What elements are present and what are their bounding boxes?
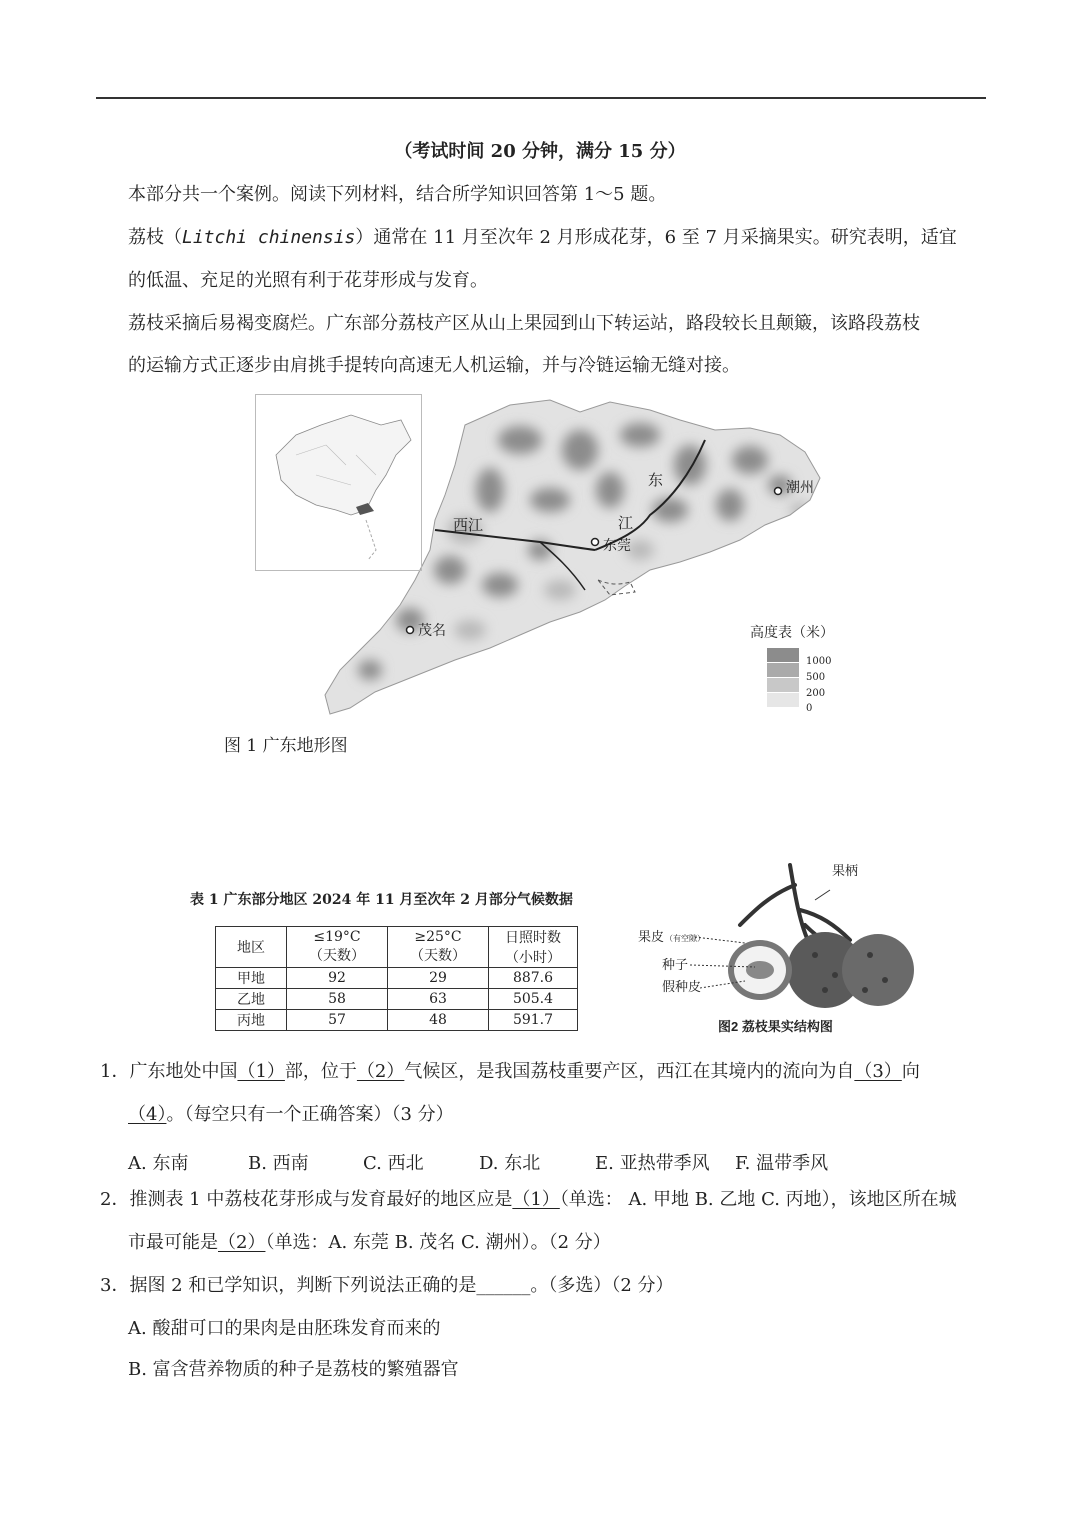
header-line: （天数） <box>309 948 365 964</box>
question-2-line-2 <box>128 1234 611 1252</box>
header-cell <box>489 927 578 968</box>
legend-swatch <box>767 693 799 707</box>
table-row <box>216 968 578 989</box>
dongguan-marker <box>592 539 599 546</box>
text-span: ）通常在 11 月至次年 2 月形成花芽，6 至 7 月采摘果实。研究表明，适宜 <box>355 227 957 248</box>
lychee-seed <box>746 961 774 979</box>
answer-blank: （1） <box>237 1061 285 1082</box>
text-span: 气候区，是我国荔枝重要产区，西江在其境内的流向为自 <box>404 1061 855 1082</box>
leader-line <box>815 890 830 900</box>
header-cell <box>287 927 388 968</box>
question-1-line-2 <box>128 1106 454 1124</box>
text-span: （单选：A. 东莞 B. 茂名 C. 潮州）。（2 分） <box>265 1232 611 1253</box>
table-cell: 甲地 <box>216 968 287 989</box>
answer-blank: （3） <box>854 1061 902 1082</box>
intro-line: 本部分共一个案例。阅读下列材料，结合所学知识回答第 1～5 题。 <box>128 184 667 205</box>
text-span: 3．据图 2 和已学知识，判断下列说法正确的是 <box>100 1275 477 1296</box>
q1-option: D. 东北 <box>479 1153 541 1174</box>
q1-option: F. 温带季风 <box>735 1153 829 1174</box>
q1-option: E. 亚热带季风 <box>595 1153 710 1174</box>
table-cell: 58 <box>287 989 388 1010</box>
answer-blank: ______ <box>476 1275 531 1296</box>
q3-option-a: A. 酸甜可口的果肉是由胚珠发育而来的 <box>128 1318 441 1339</box>
chaozhou-marker <box>775 488 782 495</box>
text-span: （单选： A. 甲地 B. 乙地 C. 丙地），该地区所在城 <box>559 1189 957 1210</box>
label-seed: 种子 <box>662 958 689 973</box>
text-span: 向 <box>901 1061 920 1082</box>
header-line: ≥25°C <box>414 929 462 945</box>
answer-blank: （1） <box>512 1189 560 1210</box>
label-jiang: 江 <box>618 514 634 532</box>
q1-option: B. 西南 <box>248 1153 309 1174</box>
table-cell: 丙地 <box>216 1010 287 1031</box>
answer-blank: （2） <box>356 1061 405 1082</box>
label-dong: 东 <box>648 471 664 489</box>
maoming-marker <box>407 627 414 634</box>
header-cell <box>216 927 287 968</box>
table-cell: 591.7 <box>489 1010 578 1031</box>
climate-table <box>215 926 578 1031</box>
table-row <box>216 989 578 1010</box>
table-cell: 48 <box>388 1010 489 1031</box>
table-cell: 乙地 <box>216 989 287 1010</box>
legend-tick: 0 <box>806 703 813 714</box>
header-line: 日照时数 <box>505 930 561 946</box>
figure1-caption: 图 1 广东地形图 <box>224 736 348 756</box>
text-span: 1．广东地处中国 <box>100 1061 238 1082</box>
top-rule <box>96 97 986 99</box>
china-inset-map <box>255 394 422 571</box>
header-line: （天数） <box>410 948 466 964</box>
legend-swatch <box>767 663 799 677</box>
legend-swatch <box>767 648 799 662</box>
intro-paragraph-2-line-2: 的低温、充足的光照有利于花芽形成与发育。 <box>128 270 488 291</box>
legend-tick: 200 <box>806 688 826 699</box>
q3-option-b: B. 富含营养物质的种子是荔枝的繁殖器官 <box>128 1359 459 1380</box>
answer-blank: （4） <box>128 1104 167 1125</box>
label-maoming: 茂名 <box>418 623 446 639</box>
table-header-row <box>216 927 578 968</box>
intro-paragraph-3-line-2: 的运输方式正逐步由肩挑手提转向高速无人机运输，并与冷链运输无缝对接。 <box>128 355 740 376</box>
table-cell: 92 <box>287 968 388 989</box>
lychee-fruit <box>842 934 914 1006</box>
label-stem: 果柄 <box>832 864 859 879</box>
question-2-line-1 <box>100 1191 957 1209</box>
text-span: 2．推测表 1 中荔枝花芽形成与发育最好的地区应是 <box>100 1189 513 1210</box>
legend-swatch <box>767 678 799 692</box>
label-dongguan: 东莞 <box>603 538 631 554</box>
figure2-caption: 图2 荔枝果实结构图 <box>718 1019 833 1034</box>
table1-title: 表 1 广东部分地区 2024 年 11 月至次年 2 月部分气候数据 <box>190 892 573 908</box>
label-peel-note: （有空隙） <box>665 934 705 943</box>
answer-blank: （2） <box>218 1232 266 1253</box>
text-span: 荔枝（ <box>128 227 182 248</box>
exam-info: （考试时间 20 分钟，满分 15 分） <box>394 141 686 162</box>
label-xijiang: 西江 <box>453 516 484 534</box>
legend-tick: 500 <box>806 672 826 683</box>
latin-name: Litchi chinensis <box>182 227 356 248</box>
intro-paragraph-3-line-1: 荔枝采摘后易褐变腐烂。广东部分荔枝产区从山上果园到山下转运站，路段较长且颠簸，该路段荔枝 <box>128 313 920 334</box>
header-line: （小时） <box>505 950 561 966</box>
table-cell: 887.6 <box>489 968 578 989</box>
label-aril: 假种皮 <box>662 980 702 995</box>
lychee-structure-figure <box>620 855 930 1045</box>
table-cell: 63 <box>388 989 489 1010</box>
q1-option: C. 西北 <box>363 1153 424 1174</box>
text-span: 市最可能是 <box>128 1232 218 1253</box>
q1-option: A. 东南 <box>128 1153 189 1174</box>
table-cell: 505.4 <box>489 989 578 1010</box>
question-3-stem <box>100 1277 674 1295</box>
label-peel: 果皮 <box>638 930 665 945</box>
header-line: ≤19°C <box>313 929 361 945</box>
table-cell: 29 <box>388 968 489 989</box>
intro-paragraph-2-line-1 <box>128 229 957 247</box>
text-span: 。（每空只有一个正确答案）（3 分） <box>166 1104 454 1125</box>
text-span: 。（多选）（2 分） <box>530 1275 674 1296</box>
header-cell <box>388 927 489 968</box>
legend-tick: 1000 <box>806 656 832 667</box>
label-chaozhou: 潮州 <box>786 480 814 496</box>
table-row <box>216 1010 578 1031</box>
question-1-line-1 <box>100 1063 920 1081</box>
legend-title: 高度表（米） <box>750 625 834 641</box>
table-cell: 57 <box>287 1010 388 1031</box>
header-line: 地区 <box>237 940 265 956</box>
text-span: 部，位于 <box>284 1061 357 1082</box>
